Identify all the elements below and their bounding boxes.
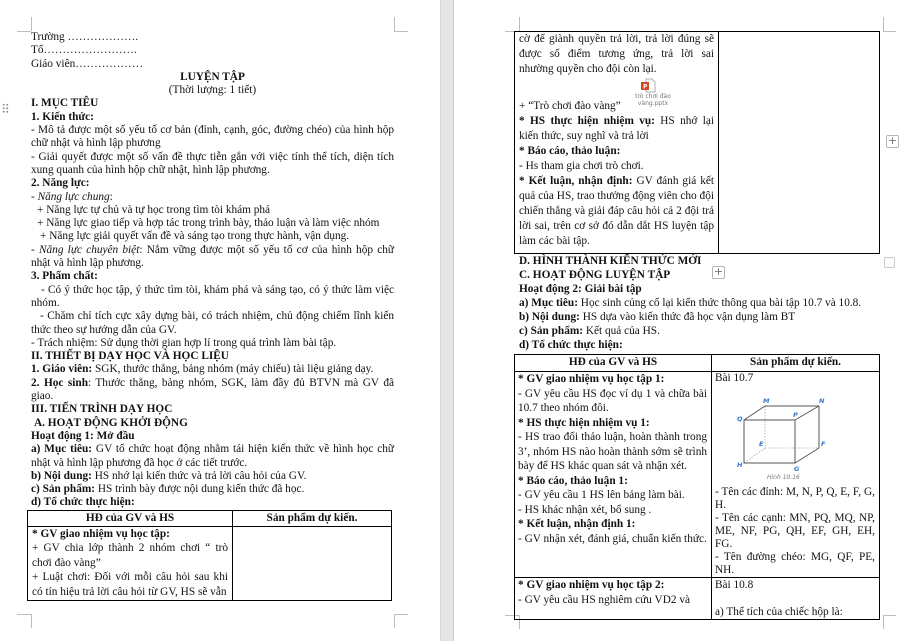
paragraph: d) Tổ chức thực hiện:: [31, 496, 135, 509]
vertex-label: Q: [737, 415, 743, 423]
table-cell[interactable]: Bài 10.7 M N P Q E F G H Hình 10.16 - Tên các đỉnh: M, N, P, Q, E, F, G, H. - Tên các cạnh: MN, PQ, MQ, NP, ME, NF, PG, QH, EF, GH, EH, FG. - Tên đường chéo: MG, QF, PE, NH.: [712, 372, 880, 578]
exercise-table: [514, 354, 880, 620]
table-cell[interactable]: [233, 526, 392, 600]
page-separator: [440, 0, 454, 641]
paragraph: - Có ý thức học tập, ý thức tìm tòi, khám phá và sáng tạo, có ý thức làm việc nhóm.: [31, 283, 394, 309]
section-heading: II. THIẾT BỊ DẠY HỌC VÀ HỌC LIỆU: [31, 350, 229, 363]
subsection-heading: 3. Phẩm chất:: [31, 270, 98, 283]
activity-heading: Hoạt động 1: Mở đầu: [31, 429, 135, 442]
svg-text:P: P: [643, 83, 648, 91]
vertex-label: E: [759, 440, 764, 448]
paragraph: d) Tổ chức thực hiện:: [519, 339, 623, 351]
table-cell[interactable]: Bài 10.8 a) Thể tích của chiếc hộp là:: [712, 578, 880, 620]
paragraph: b) Nội dung: HS nhớ lại kiến thức và trả lời câu hỏi của GV.: [31, 469, 307, 482]
paragraph-drag-handle[interactable]: [2, 103, 9, 113]
resize-icon[interactable]: [884, 257, 895, 268]
subsection-heading: A. HOẠT ĐỘNG KHỞI ĐỘNG: [34, 416, 188, 429]
paragraph: a) Mục tiêu: GV tổ chức hoạt động nhằm tái hiện kiến thức về hình học chữ nhật và hình lập phương đã học ở các tiết trước.: [31, 443, 394, 469]
page-subtitle: (Thời lượng: 1 tiết): [168, 84, 257, 97]
table-cell[interactable]: * GV giao nhiệm vụ học tập 2: - GV yêu cầu HS nghiêm cứu VD2 và: [515, 578, 712, 620]
table-cell[interactable]: * GV giao nhiệm vụ học tập: + GV chia lớp thành 2 nhóm chơi “ trò chơi đào vàng” + Luật chơi: Đối với mỗi câu hỏi sau khi có tín hiệu trả lời câu hỏi từ GV, HS sẽ vẫn: [28, 526, 233, 600]
paragraph: - Trách nhiệm: Sử dụng thời gian hợp lí trong quá trình làm bài tập.: [31, 336, 337, 349]
vertex-label: M: [763, 397, 770, 405]
paragraph: c) Sản phẩm: Kết quả của HS.: [519, 325, 660, 337]
teacher-line: Giáo viên………………: [31, 57, 144, 70]
figure-caption: Hình 10.16: [767, 474, 800, 481]
vertex-label: H: [737, 461, 743, 469]
cuboid-figure: [727, 395, 837, 483]
page-1: [31, 31, 394, 601]
paragraph: c) Sản phẩm: HS trình bày được nội dung kiến thức đã học.: [31, 483, 305, 496]
table-cell[interactable]: * GV giao nhiệm vụ học tập 1: - GV yêu cầu HS đọc ví dụ 1 và chữa bài 10.7 theo nhóm đôi. * HS thực hiện nhiệm vụ 1: - HS trao đổi thảo luận, hoàn thành trong 3’, nhóm HS nào hoàn thành sớm sẽ trình bày để HS khác quan sát và nhận xét. * Báo cáo, thảo luận 1: - GV yêu cầu 1 HS lên bảng làm bài. - HS khác nhận xét, bổ sung . * Kết luận, nhận định 1: - GV nhận xét, đánh giá, chuẩn kiến thức.: [515, 372, 712, 578]
paragraph: - Mô tả được một số yếu tố cơ bản (đỉnh, cạnh, góc, đường chéo) của hình hộp chữ nhật và hình lập phương: [31, 124, 394, 150]
table-header: HĐ của GV và HS: [28, 510, 233, 526]
vertex-label: F: [821, 440, 826, 448]
activity-table: [27, 510, 392, 601]
figure-slot: [715, 385, 875, 486]
add-row-button[interactable]: +: [713, 265, 724, 278]
powerpoint-file-icon[interactable]: [640, 78, 656, 94]
subsection-heading: 1. Kiến thức:: [31, 110, 94, 123]
paragraph: b) Nội dung: HS dựa vào kiến thức đã học vận dụng làm BT: [519, 311, 796, 323]
paragraph: a) Mục tiêu: Học sinh củng cố lại kiến thức thông qua bài tập 10.7 và 10.8.: [519, 297, 862, 309]
table-header: HĐ của GV và HS: [515, 355, 712, 372]
vertex-label: G: [794, 465, 800, 473]
activity-heading: Hoạt động 2: Giải bài tập: [519, 283, 642, 295]
paragraph: - Chăm chỉ tích cực xây dựng bài, có trách nhiệm, chủ động chiếm lĩnh kiến thức theo sự hướng dẫn của GV.: [31, 310, 394, 336]
table-header: Sản phẩm dự kiến.: [712, 355, 880, 372]
attachment-name[interactable]: trò chơi đào vàng.pptx: [623, 93, 683, 107]
subsection-heading: 2. Năng lực:: [31, 177, 90, 190]
vertex-label: P: [793, 411, 798, 419]
table-cell[interactable]: cờ để giành quyền trả lời, trả lời đúng sẽ được số điểm tương ứng, trả lời sai nhường quyền cho đội còn lại. P + “Trò chơi đào vàng” trò chơi đào vàng.pptx * HS thực hiện nhiệm vụ: HS nhớ lại kiến thức, suy nghĩ và trả lời * Báo cáo, thảo luận: - Hs tham gia chơi trò chơi. * Kết luận, nhận định: GV đánh giá kết quả của HS, trao thưởng động viên cho đội chiến thắng và giải đáp câu hỏi cả 2 đội trả lời sai, trên cơ sở đó dẫn dắt HS luyện tập làm các bài tập.: [515, 32, 719, 254]
paragraph: 2. Học sinh: Thước thẳng, bảng nhóm, SGK, làm đầy đủ BTVN mà GV đã giao.: [31, 376, 395, 403]
paragraph: - Giải quyết được một số vấn đề thực tiễn gắn với việc tính thể tích, diện tích xung quanh của hình hộp chữ nhật, hình lập phương.: [31, 150, 394, 176]
page-2: [514, 31, 879, 620]
table-header: Sản phẩm dự kiến.: [233, 510, 392, 526]
paragraph: - Năng lực chuyên biệt: Nắm vững được một số yếu tố cơ của hình hộp chữ nhật và hình lập phương.: [31, 243, 394, 270]
section-heading: III. TIẾN TRÌNH DẠY HỌC: [31, 403, 173, 416]
group-line: Tổ…………………….: [31, 44, 137, 57]
section-heading: I. MỤC TIÊU: [31, 97, 99, 110]
section-heading: D. HÌNH THÀNH KIẾN THỨC MỚI: [519, 255, 702, 267]
list-item: + Năng lực giao tiếp và hợp tác trong trình bày, thảo luận và làm việc nhóm: [37, 217, 380, 230]
paragraph: 1. Giáo viên: SGK, thước thẳng, bảng nhóm (máy chiếu) tài liệu giảng dạy.: [31, 363, 374, 376]
attachment-slot: [519, 77, 714, 99]
add-column-button[interactable]: +: [887, 134, 898, 147]
section-heading: C. HOẠT ĐỘNG LUYỆN TẬP: [519, 269, 671, 281]
list-item: + Năng lực giải quyết vấn đề và sáng tạo trong thực hành, vận dụng.: [40, 230, 350, 243]
page-title: LUYỆN TẬP: [180, 70, 245, 83]
vertex-label: N: [819, 397, 825, 405]
activity-table-continued: [514, 31, 880, 254]
table-cell[interactable]: [719, 32, 880, 254]
paragraph: - Năng lực chung:: [31, 190, 113, 203]
school-line: Trường ……………….: [31, 31, 139, 43]
list-item: + Năng lực tự chủ và tự học trong tìm tòi khám phá: [37, 203, 271, 216]
